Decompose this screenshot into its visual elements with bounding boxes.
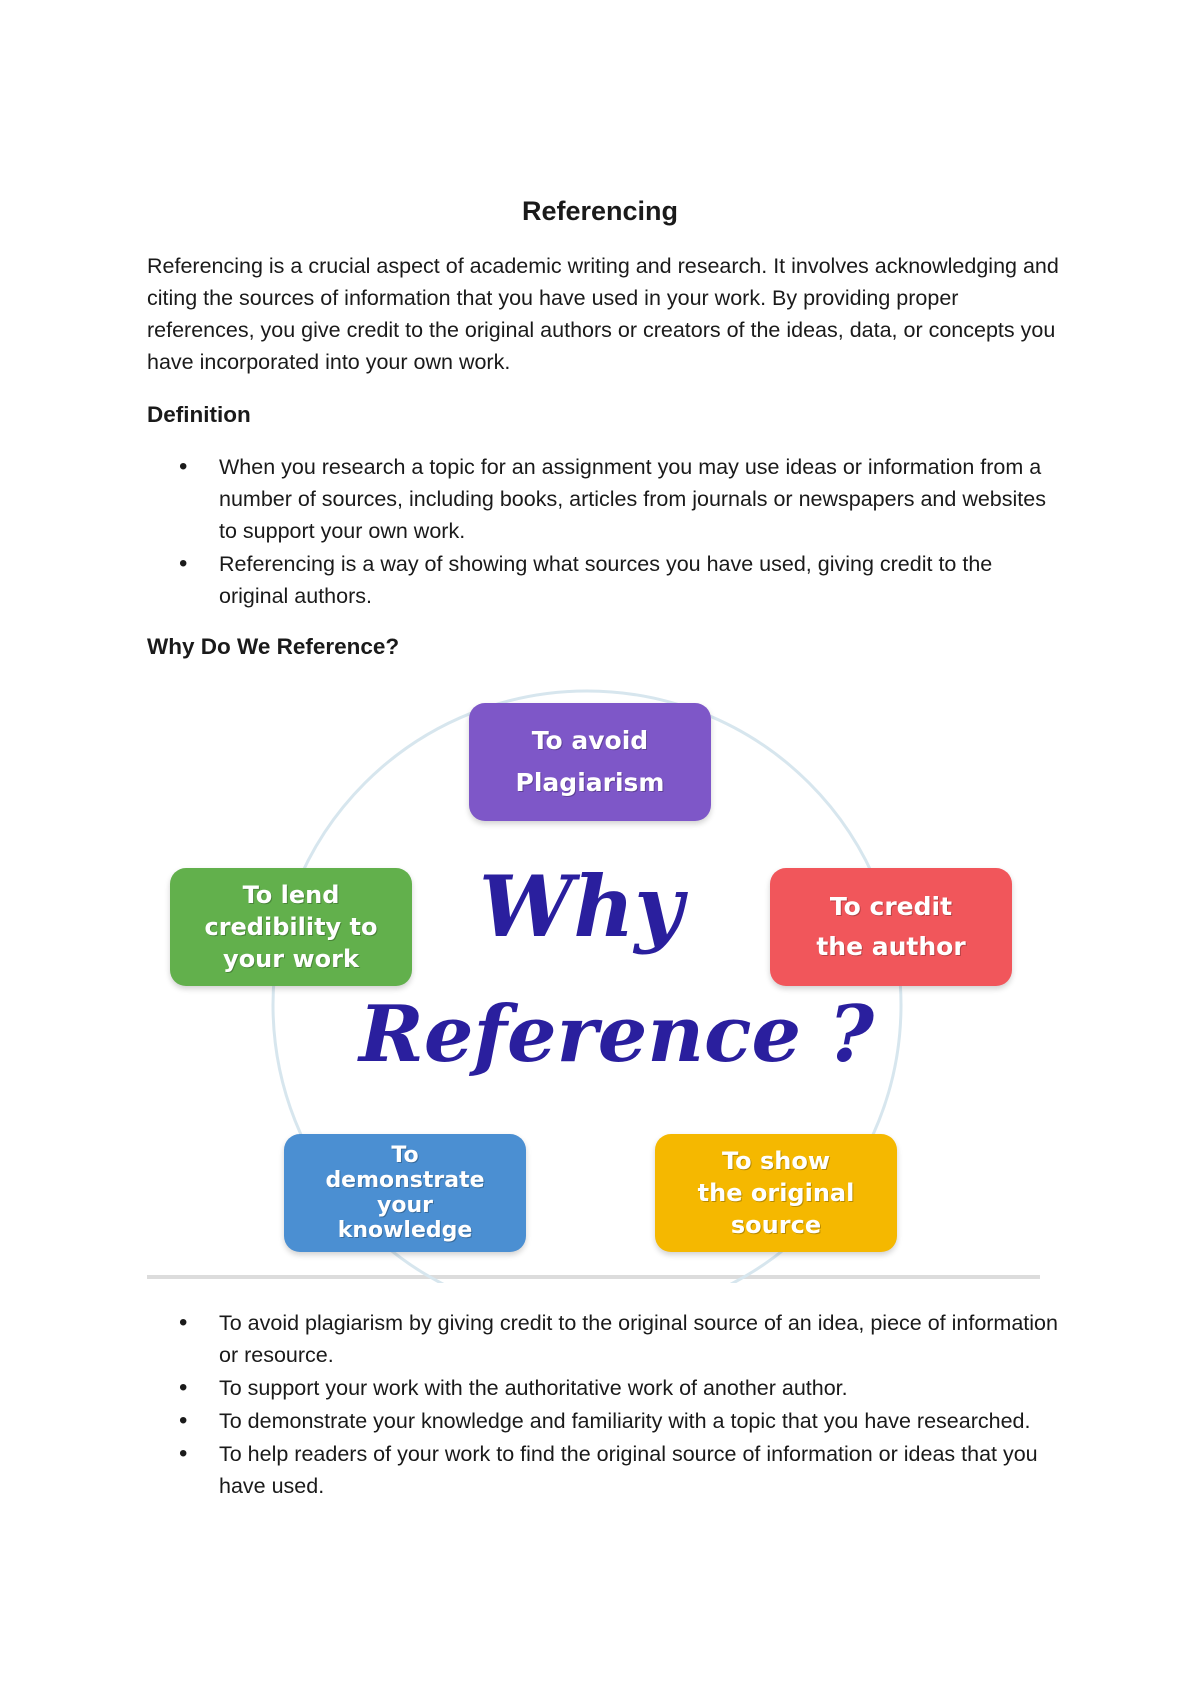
- why-center-word: Why: [479, 857, 684, 956]
- box-credit-author: To credit the author: [770, 868, 1012, 986]
- why-reasons-list: [147, 1307, 1067, 1503]
- reference-center-word: Reference ?: [359, 989, 875, 1080]
- definition-heading: Definition: [147, 402, 251, 427]
- box-demonstrate-knowledge: To demonstrate your knowledge: [284, 1134, 526, 1252]
- list-item: • To support your work with the authoritative work of another author.: [147, 1372, 1067, 1404]
- definition-list: [147, 451, 1067, 613]
- box-lend-credibility: To lend credibility to your work: [170, 868, 412, 986]
- list-item: • Referencing is a way of showing what sources you have used, giving credit to the original authors.: [147, 548, 1067, 612]
- why-reference-diagram: [147, 685, 1040, 1283]
- list-item: • To avoid plagiarism by giving credit to the original source of an idea, piece of information or resource.: [147, 1307, 1067, 1371]
- box-avoid-plagiarism: To avoid Plagiarism: [469, 703, 711, 821]
- why-heading: Why Do We Reference?: [147, 634, 400, 659]
- page-title: Referencing: [521, 196, 679, 226]
- intro-paragraph: Referencing is a crucial aspect of academic writing and research. It involves acknowledging and citing the sources of information that you have used in your work. By providing proper references, you give credit to the original authors or creators of the ideas, data, or concepts you have incorporated into your own work.: [147, 254, 1059, 374]
- box-show-original-source: To show the original source: [655, 1134, 897, 1252]
- list-item: • To demonstrate your knowledge and familiarity with a topic that you have researched.: [147, 1405, 1067, 1437]
- list-item: • To help readers of your work to find the original source of information or ideas that you have used.: [147, 1438, 1067, 1502]
- list-item: • When you research a topic for an assignment you may use ideas or information from a number of sources, including books, articles from journals or newspapers and websites to support your own work.: [147, 451, 1067, 547]
